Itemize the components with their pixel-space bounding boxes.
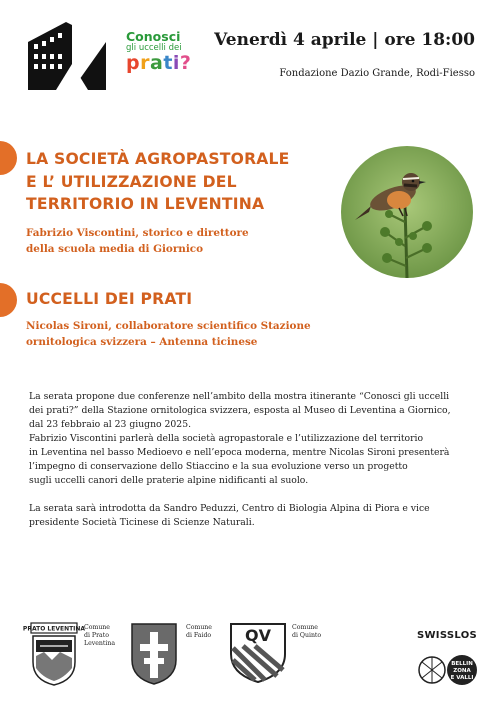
talk1-speaker	[26, 225, 249, 257]
talk2-title: UCCELLI DEI PRATI	[26, 290, 193, 308]
section-dot-2	[0, 283, 17, 317]
section-dot-1	[0, 141, 17, 175]
talk1-title-line: TERRITORIO IN LEVENTINA	[26, 195, 265, 213]
prati-wordmark	[126, 53, 191, 73]
bellinzona-text-line: ZONA	[453, 668, 471, 674]
description-line: dal 23 febbraio al 23 giugno 2025.	[29, 419, 192, 430]
talk1-speaker-line: della scuola media di Giornico	[26, 243, 204, 255]
caption-line: di Prato	[84, 632, 109, 639]
caption-line: Leventina	[84, 640, 116, 647]
description-line: in Leventina nel basso Medioevo e nell’epoca moderna, mentre Nicolas Sironi presenterà	[29, 447, 450, 458]
caption-line: di Faido	[186, 632, 212, 639]
bellinzona-valli-logo-icon	[418, 652, 478, 688]
description-line: Fabrizio Viscontini parlerà della società agropastorale e l’utilizzazione del territorio	[29, 433, 424, 444]
faido-crest-icon	[130, 622, 178, 686]
conosci-title: Conosci	[126, 29, 181, 44]
prati-letter: i	[172, 52, 180, 74]
prati-letter: t	[163, 52, 173, 74]
caption-line: Comune	[186, 624, 212, 631]
caption-line: Comune	[292, 624, 318, 631]
caption-line: di Quinto	[292, 632, 322, 639]
quinto-crest-icon	[229, 622, 287, 684]
talk2-speaker-line: ornitologica svizzera – Antenna ticinese	[26, 336, 258, 348]
conosci-subtitle: gli uccelli dei	[126, 43, 182, 53]
caption-line: Comune	[84, 624, 110, 631]
talk1-speaker-line: Fabrizio Viscontini, storico e direttore	[26, 227, 249, 239]
talk1-title-line: E L’ UTILIZZAZIONE DEL	[26, 172, 237, 191]
bellinzona-text-line: BELLIN	[451, 661, 473, 667]
talk1-title-line: LA SOCIETÀ AGROPASTORALE	[26, 150, 290, 168]
talk2-speaker-line: Nicolas Sironi, collaboratore scientifico Stazione	[26, 320, 311, 332]
bellinzona-text-line: E VALLI	[450, 675, 474, 681]
dazio-grande-logo-icon	[28, 20, 106, 90]
description-line: l’impegno di conservazione dello Stiaccino e la sua evoluzione verso un progetto	[29, 461, 408, 472]
prato-caption	[84, 624, 115, 648]
prati-letter: ?	[179, 52, 192, 74]
event-venue: Fondazione Dazio Grande, Rodi-Fiesso	[279, 68, 475, 79]
talk2-speaker	[26, 318, 311, 350]
prati-letter: r	[140, 52, 150, 74]
description-line: La serata sarà introdotta da Sandro Peduzzi, Centro di Biologia Alpina di Piora e vice	[29, 503, 430, 514]
description-line: sugli uccelli canori delle praterie alpine nidificanti al suolo.	[29, 475, 309, 486]
description-line: La serata propone due conferenze nell’ambito della mostra itinerante “Conosci gli uccelli	[29, 391, 450, 402]
event-description	[29, 390, 469, 530]
faido-caption	[186, 624, 212, 640]
quinto-caption	[292, 624, 321, 640]
description-line: presidente Società Ticinese di Scienze Naturali.	[29, 517, 255, 528]
whinchat-bird-photo-icon	[341, 146, 473, 278]
prati-letter: a	[149, 52, 164, 74]
talk1-title	[26, 148, 326, 216]
conosci-uccelli-logo	[126, 30, 191, 73]
event-date: Venerdì 4 aprile | ore 18:00	[214, 30, 475, 50]
prati-letter: p	[126, 52, 141, 74]
quinto-letters: QV	[245, 626, 271, 645]
description-line: dei prati?” della Stazione ornitologica svizzera, esposta al Museo di Leventina a Giornico,	[29, 405, 451, 416]
prato-leventina-crest-icon	[22, 622, 86, 686]
prato-banner-text: PRATO LEVENTINA	[22, 625, 86, 633]
swisslos-logo: SWISSLOS	[416, 630, 477, 641]
